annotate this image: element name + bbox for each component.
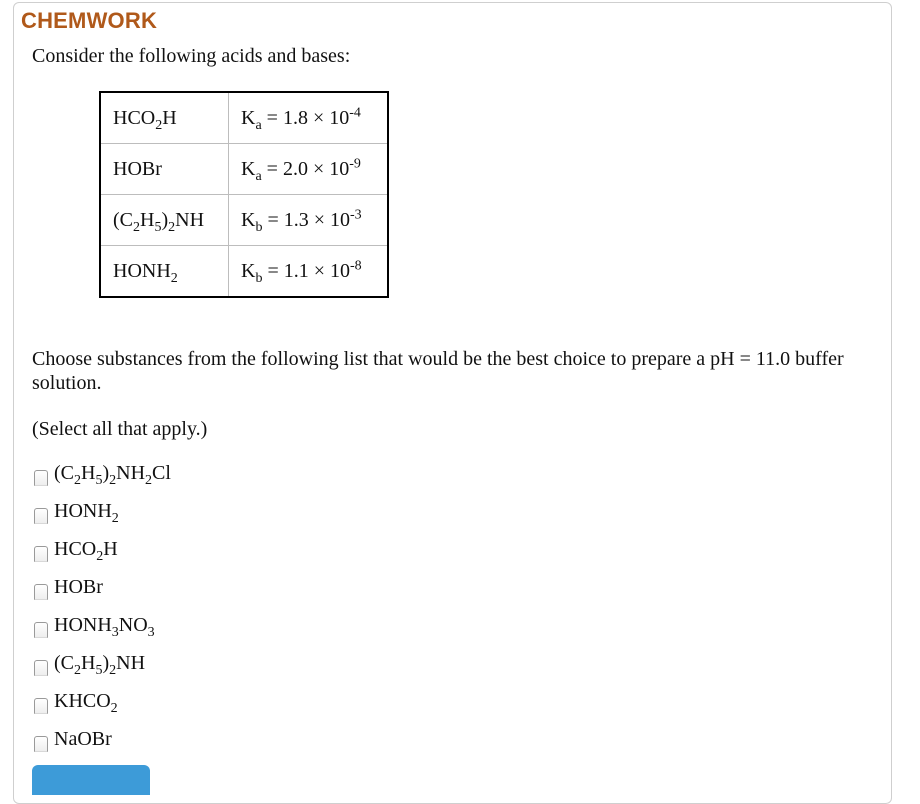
checkbox[interactable] xyxy=(34,508,48,524)
table-row xyxy=(100,92,388,144)
option-label: $KHCO_2$ xyxy=(54,690,118,716)
option-sodium-hypobromite[interactable] xyxy=(34,726,354,756)
option-diethylammonium-chloride[interactable] xyxy=(34,460,354,490)
option-label: $(C_2H_5)_2NH_2Cl$ xyxy=(54,462,171,488)
substance-cell: $(C_2H_5)_2NH$ xyxy=(100,195,229,246)
option-label: $(C_2H_5)_2NH$ xyxy=(54,652,146,678)
option-label: NaOBr xyxy=(54,728,112,750)
table-row xyxy=(100,246,388,298)
checkbox[interactable] xyxy=(34,736,48,752)
instruction-text: (Select all that apply.) xyxy=(32,418,208,440)
checkbox[interactable] xyxy=(34,660,48,676)
intro-text: Consider the following acids and bases: xyxy=(32,45,351,67)
substance-cell: $HONH_2$ xyxy=(100,246,229,298)
option-hypobromous-acid[interactable] xyxy=(34,574,354,604)
constant-cell: $K_a = 2.0 \times 10^{-9}$ xyxy=(229,144,389,195)
constant-cell: $K_b = 1.1 \times 10^{-8}$ xyxy=(229,246,389,298)
checkbox[interactable] xyxy=(34,470,48,486)
option-label: $HONH_2$ xyxy=(54,500,119,526)
option-label: HOBr xyxy=(54,576,103,598)
constant-cell: $K_b = 1.3 \times 10^{-3}$ xyxy=(229,195,389,246)
checkbox[interactable] xyxy=(34,698,48,714)
checkbox[interactable] xyxy=(34,622,48,638)
substance-cell: $HCO_2H$ xyxy=(100,92,229,144)
option-diethylamine[interactable] xyxy=(34,650,354,680)
constants-table xyxy=(99,91,389,298)
question-text: Choose substances from the following list that would be the best choice to prepare a pH = 11.0 buffer solution. xyxy=(32,348,844,394)
constant-cell: $K_a = 1.8 \times 10^{-4}$ xyxy=(229,92,389,144)
substance-cell: HOBr xyxy=(100,144,229,195)
option-hydroxylamine[interactable] xyxy=(34,498,354,528)
option-label: $HCO_2H$ xyxy=(54,538,118,564)
brand-title: CHEMWORK xyxy=(21,8,158,33)
table-row xyxy=(100,195,388,246)
option-potassium-formate[interactable] xyxy=(34,688,354,718)
checkbox[interactable] xyxy=(34,546,48,562)
option-label: $HONH_3NO_3$ xyxy=(54,614,155,640)
table-row xyxy=(100,144,388,195)
option-hydroxylammonium-nitrate[interactable] xyxy=(34,612,354,642)
checkbox[interactable] xyxy=(34,584,48,600)
option-formic-acid[interactable] xyxy=(34,536,354,566)
